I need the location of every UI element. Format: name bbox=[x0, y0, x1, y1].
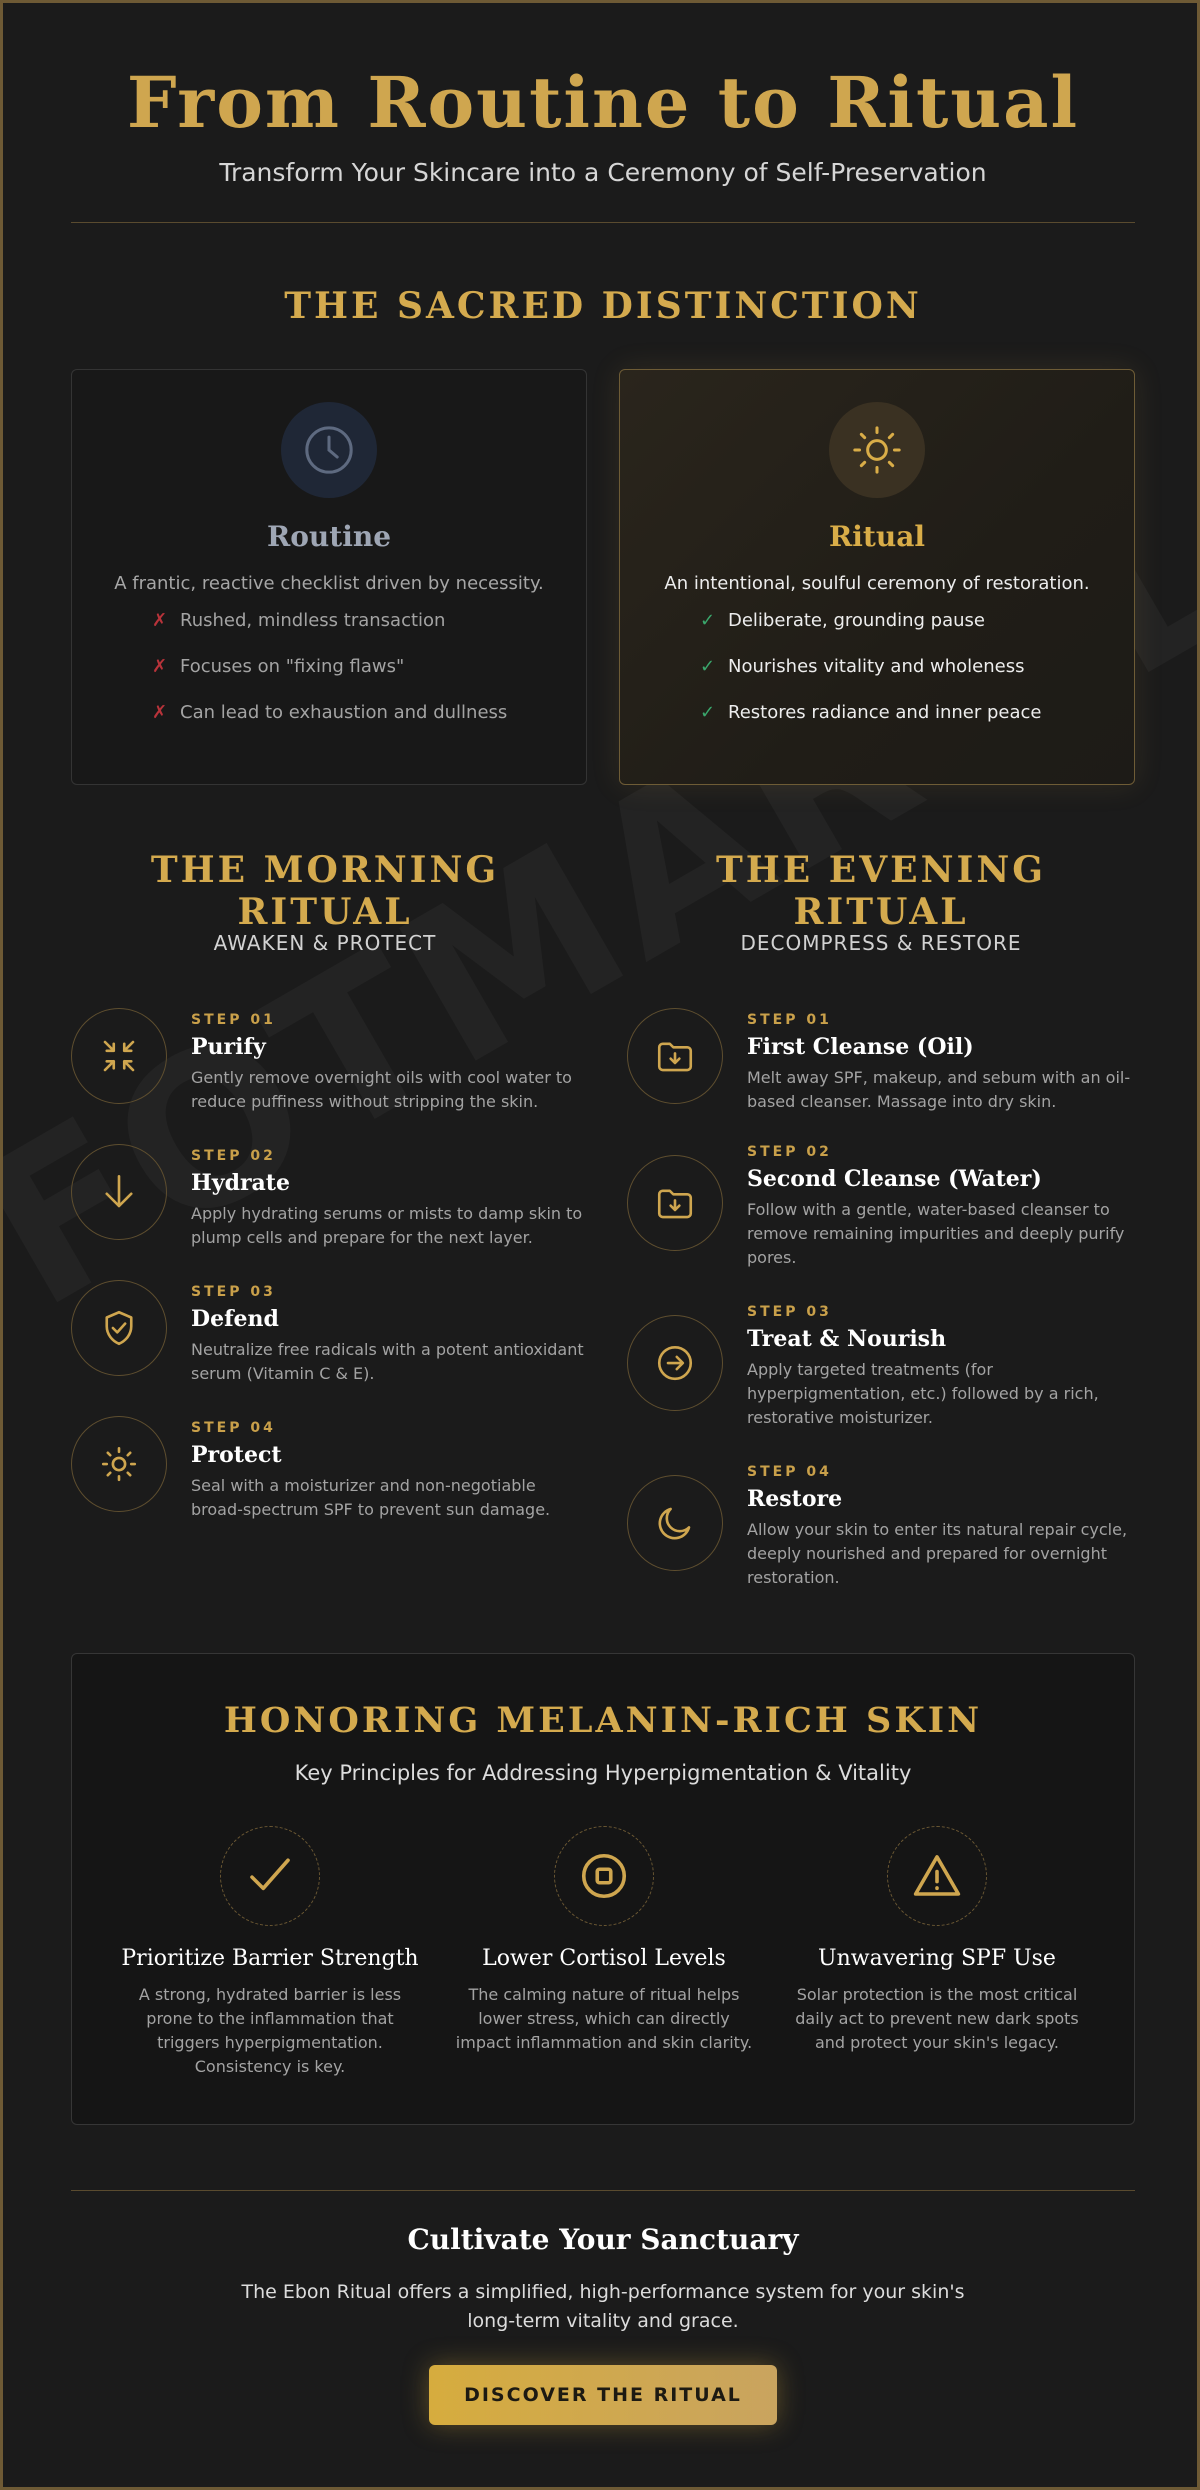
step-description: Neutralize free radicals with a potent antioxidant serum (Vitamin C & E). bbox=[191, 1340, 584, 1383]
ritual-list bbox=[620, 610, 1134, 748]
footer-title: Cultivate Your Sanctuary bbox=[407, 2223, 799, 2256]
ritual-description: An intentional, soulful ceremony of restoration. bbox=[664, 573, 1090, 594]
check-icon: ✓ bbox=[700, 656, 716, 677]
melanin-panel bbox=[71, 1653, 1135, 2125]
warning-triangle-icon bbox=[887, 1826, 987, 1926]
folder-download-icon bbox=[627, 1155, 723, 1251]
step-label: STEP 03 bbox=[747, 1304, 832, 1320]
check-icon: ✓ bbox=[700, 610, 716, 631]
principle-barrier bbox=[115, 1826, 425, 2079]
cross-icon: ✗ bbox=[152, 702, 168, 723]
step-label: STEP 01 bbox=[191, 1012, 276, 1028]
stop-circle-icon bbox=[554, 1826, 654, 1926]
sun-icon bbox=[71, 1416, 167, 1512]
header-divider bbox=[71, 222, 1135, 223]
step-title: Protect bbox=[191, 1442, 282, 1468]
clock-icon bbox=[281, 402, 377, 498]
list-item: ✓ Nourishes vitality and wholeness bbox=[700, 656, 1025, 677]
principle-description: A strong, hydrated barrier is less prone to the inflammation that triggers hyperpigmentation. Consistency is key. bbox=[138, 1985, 402, 2076]
page-title: From Routine to Ritual bbox=[126, 61, 1080, 144]
step-title: Hydrate bbox=[191, 1170, 290, 1196]
ritual-title: Ritual bbox=[829, 520, 925, 553]
list-item: ✗ Focuses on "fixing flaws" bbox=[152, 656, 405, 677]
list-item: ✓ Deliberate, grounding pause bbox=[700, 610, 986, 631]
principle-description: Solar protection is the most critical daily act to prevent new dark spots and protect your skin's legacy. bbox=[795, 1985, 1079, 2052]
sun-icon bbox=[829, 402, 925, 498]
check-icon bbox=[220, 1826, 320, 1926]
list-item: ✗ Can lead to exhaustion and dullness bbox=[152, 702, 508, 723]
step-label: STEP 01 bbox=[747, 1012, 832, 1028]
principle-title: Prioritize Barrier Strength bbox=[121, 1946, 419, 1971]
folder-download-icon bbox=[627, 1008, 723, 1104]
cross-icon: ✗ bbox=[152, 656, 168, 677]
step-label: STEP 04 bbox=[191, 1420, 276, 1436]
step-description: Seal with a moisturizer and non-negotiable broad-spectrum SPF to prevent sun damage. bbox=[191, 1476, 551, 1519]
step-description: Apply hydrating serums or mists to damp skin to plump cells and prepare for the next layer. bbox=[191, 1204, 583, 1247]
evening-title: THE EVENING RITUAL bbox=[716, 849, 1046, 933]
step-description: Gently remove overnight oils with cool water to reduce puffiness without stripping the skin. bbox=[191, 1068, 572, 1111]
step-title: Purify bbox=[191, 1034, 266, 1060]
list-item: ✓ Restores radiance and inner peace bbox=[700, 702, 1042, 723]
step-description: Allow your skin to enter its natural repair cycle, deeply nourished and prepared for overnight restoration. bbox=[747, 1520, 1128, 1587]
principle-spf bbox=[782, 1826, 1092, 2055]
distinction-title: THE SACRED DISTINCTION bbox=[284, 285, 922, 327]
morning-subtitle: AWAKEN & PROTECT bbox=[213, 931, 437, 955]
step-description: Follow with a gentle, water-based cleanser to remove remaining impurities and deeply purify pores. bbox=[747, 1200, 1125, 1267]
routine-card bbox=[71, 369, 587, 785]
cross-icon: ✗ bbox=[152, 610, 168, 631]
step-label: STEP 03 bbox=[191, 1284, 276, 1300]
evening-subtitle: DECOMPRESS & RESTORE bbox=[740, 931, 1022, 955]
principle-title: Unwavering SPF Use bbox=[818, 1946, 1056, 1971]
step-label: STEP 02 bbox=[747, 1144, 832, 1160]
step-title: Restore bbox=[747, 1486, 843, 1512]
step-description: Apply targeted treatments (for hyperpigmentation, etc.) followed by a rich, restorative moisturizer. bbox=[747, 1360, 1099, 1427]
page-subtitle: Transform Your Skincare into a Ceremony of Self-Preservation bbox=[219, 158, 987, 187]
list-item: ✗ Rushed, mindless transaction bbox=[152, 610, 446, 631]
step-title: First Cleanse (Oil) bbox=[747, 1034, 974, 1060]
compress-arrows-icon bbox=[71, 1008, 167, 1104]
routine-title: Routine bbox=[266, 520, 392, 553]
check-icon: ✓ bbox=[700, 702, 716, 723]
step-title: Treat & Nourish bbox=[747, 1326, 947, 1352]
melanin-subtitle: Key Principles for Addressing Hyperpigmentation & Vitality bbox=[294, 1761, 912, 1785]
step-title: Second Cleanse (Water) bbox=[747, 1166, 1042, 1192]
principle-description: The calming nature of ritual helps lower stress, which can directly impact inflammation and skin clarity. bbox=[455, 1985, 753, 2052]
step-description: Melt away SPF, makeup, and sebum with an oil-based cleanser. Massage into dry skin. bbox=[747, 1068, 1131, 1111]
footer-description: The Ebon Ritual offers a simplified, high-performance system for your skin's long-term vitality and grace. bbox=[241, 2281, 965, 2332]
step-label: STEP 02 bbox=[191, 1148, 276, 1164]
principle-cortisol bbox=[449, 1826, 759, 2055]
melanin-title: HONORING MELANIN-RICH SKIN bbox=[223, 1700, 983, 1741]
arrow-right-circle-icon bbox=[627, 1315, 723, 1411]
moon-icon bbox=[627, 1475, 723, 1571]
step-title: Defend bbox=[191, 1306, 279, 1332]
principle-title: Lower Cortisol Levels bbox=[482, 1946, 726, 1971]
ritual-card bbox=[619, 369, 1135, 785]
routine-description: A frantic, reactive checklist driven by necessity. bbox=[114, 573, 544, 594]
arrow-down-icon bbox=[71, 1144, 167, 1240]
discover-ritual-button[interactable]: DISCOVER THE RITUAL bbox=[429, 2365, 777, 2425]
footer-divider bbox=[71, 2190, 1135, 2191]
shield-check-icon bbox=[71, 1280, 167, 1376]
step-label: STEP 04 bbox=[747, 1464, 832, 1480]
routine-list bbox=[72, 610, 586, 748]
morning-title: THE MORNING RITUAL bbox=[150, 849, 500, 933]
